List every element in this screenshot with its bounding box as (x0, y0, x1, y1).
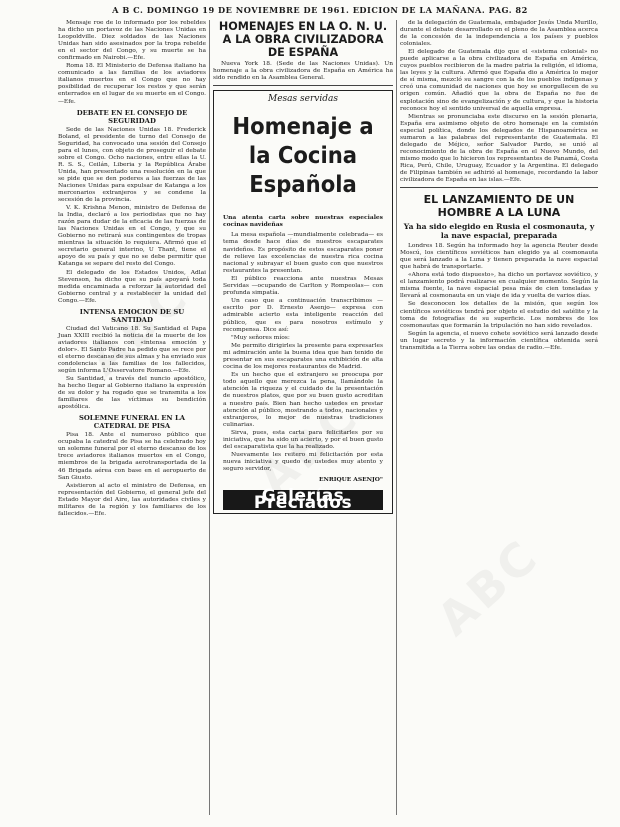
divider (400, 187, 598, 188)
watermark (427, 528, 550, 646)
article-subheadline: Ya ha sido elegido en Rusia el cosmonauta, y la nave espacial, preparada (403, 222, 595, 241)
ad-paragraph: Es un hecho que el extranjero se preocupa por todo aquello que merezca la pena, llamándole la atención la riqueza y el cuidado de la presentación de nuestros platos, que por su buen gusto acreditan a nuestro país. Bien han hecho ustedes en prestar atención al público, mostrando a todos, nacionales y extranjeros, lo mejor de nuestras tradiciones culinarias. (223, 372, 383, 428)
page-header: A B C. DOMINGO 19 DE NOVIEMBRE DE 1961. EDICION DE LA MAÑANA. PAG. 82 (112, 5, 528, 15)
paragraph: Mensaje roe de lo informado por los rebeldes ha dicho un portavoz de las Naciones Unidas en Leopoldville. Diez soldados de las Naciones Unidas han sido asesinados por la tropa rebelde en el sector del Congo, y su muerte se ha confirmado en Nairobi.—Efe. (58, 20, 206, 62)
paragraph: Su Santidad, a través del nuncio apostólico, ha hecho llegar al Gobierno italiano la expresión de su dolor y ha rogado que se transmita a los familiares de las víctimas su bendición apostólica. (58, 376, 206, 411)
divider (213, 85, 393, 86)
advertisement-box (213, 90, 393, 513)
ad-lead: Una atenta carta sobre nuestras especiales cocinas navideñas (223, 214, 383, 229)
paragraph: Se desconocen los detalles de la misión, que según los científicos soviéticos tendrá por objeto el estudio del satélite y la toma de fotografías de su superficie. Los nombres de los cosmonautas que formarán la tripulación no han sido revelados. (400, 301, 598, 329)
ad-quote-open: "Muy señores míos: (231, 334, 290, 341)
paragraph: Londres 18. Según ha informado hoy la agencia Reuter desde Moscú, los científicos soviéticos han elegido ya al cosmonauta que será lanzado a la Luna y tienen preparada la nave espacial que habrá de transportarle. (400, 243, 598, 271)
column-left (58, 20, 206, 519)
paragraph: V. K. Krishna Menon, ministro de Defensa de la India, declaró a los periodistas que no hay razón para dudar de la eficacia de las fuerzas de las Naciones Unidas en el Congo, y que su Gobierno no retirará sus contingentes de tropas mientras la situación lo requiera. Afirmó que el secretario general interino, U Thant, tiene el apoyo de su país y que no se debe permitir que Katanga se separe del resto del Congo. (58, 205, 206, 268)
paragraph: «Ahora está todo dispuesto», ha dicho un portavoz soviético, y el lanzamiento podrá realizarse en cualquier momento. Según la misma fuente, la nave espacial pesa más de cien toneladas y llevará al cosmonauta en un viaje de ida y vuelta de varios días. (400, 272, 598, 300)
ad-paragraph: Un caso que a continuación transcribimos —escrito por D. Ernesto Asenjo— expresa con admirable acierto esta inteligente reacción del público, que es para nosotros estímulo y recompensa. Dice así: (223, 298, 383, 333)
section-heading: DEBATE EN EL CONSEJO DE SEGURIDAD (76, 108, 188, 125)
paragraph: Asistieron al acto el ministro de Defensa, en representación del Gobierno, el general jefe del Estado Mayor del Aire, las autoridades civiles y militares de la región y los familiares de los fallecidos.—Efe. (58, 482, 206, 517)
column-divider (209, 20, 210, 815)
ad-paragraph: Me permito dirigirles la presente para expresarles mi admiración ante la buena idea que han tenido de presentar en sus escaparates una exhibición de alta cocina de los mejores restaurantes de Madrid. (223, 342, 383, 371)
ad-paragraph: El público reacciona ante nuestras Mesas Servidas —ocupando de Carlton y Rompeolas— con profunda simpatía. (223, 275, 383, 297)
paragraph: Pisa 18. Ante el numeroso público que ocupaba la catedral de Pisa se ha celebrado hoy un solemne funeral por el eterno descanso de los trece aviadores italianos muertos en el Congo, miembros de la brigada aerotransportada de la 46 Brigada aérea con base en el aeropuerto de San Giusto. (58, 432, 206, 481)
article-headline: EL LANZAMIENTO DE UN HOMBRE A LA LUNA (423, 193, 575, 220)
ad-paragraph: La mesa española —mundialmente celebrada— es tema desde hace días de nuestros escaparates navideños. Es propósito de estos escaparates poner de relieve las excelencias de nuestra rica cocina nacional y subrayar el buen gusto con que nuestros restaurantes la presentan. (223, 232, 383, 274)
paragraph: Ciudad del Vaticano 18. Su Santidad el Papa Juan XXIII recibió la noticia de la muerte de los aviadores italianos con «intensa emoción y dolor». El Santo Padre ha pedido que se rece por el eterno descanso de sus almas y ha enviado sus condolencias a las familias de los fallecidos, según informa L'Osservatore Romano.—Efe. (58, 325, 206, 375)
article-headline: HOMENAJES EN LA O. N. U. A LA OBRA CIVILIZADORA DE ESPAÑA (218, 20, 388, 59)
column-right (400, 20, 598, 353)
ad-paragraph: Sirva, pues, esta carta para felicitarles por su iniciativa, que ha sido un acierto, y por el buen gusto del escaparatista que la ha realizado. (223, 429, 383, 451)
ad-signature: ENRIQUE ASENJO" (318, 476, 383, 484)
paragraph: El delegado de Guatemala dijo que el «sistema colonial» no puede aplicarse a la obra civilizadora de España en América, cuyos pueblos recibieron de la madre patria la religión, el idioma, las leyes y la cultura. Afirmó que España dio a América lo mejor de sí misma, mezcló su sangre con la de los pueblos indígenas y creó una comunidad de naciones que hoy se enorgullecen de su origen común. Añadió que la obra de España no fue de explotación sino de evangelización y de cultura, y que la historia reconoce hoy el sentido universal de aquella empresa. (400, 49, 598, 112)
brand-logo: Galerías Preciados (223, 490, 383, 510)
section-heading: SOLEMNE FUNERAL EN LA CATEDRAL DE PISA (78, 414, 186, 431)
ad-paragraph: Nuevamente les reitero mi felicitación por esta nueva iniciativa y quedo de ustedes muy atento y seguro servidor, (223, 452, 383, 473)
paragraph: Nueva York 18. (Sede de las Naciones Unidas). Un homenaje a la obra civilizadora de España en América ha sido rendido en la Asamblea General. (213, 61, 393, 82)
paragraph: Roma 18. El Ministerio de Defensa italiano ha comunicado a las familias de los aviadores italianos muertos en el Congo que no hay posibilidad de recuperar los restos y que serán enterrados en el lugar de su muerte en el Congo.—Efe. (58, 63, 206, 105)
paragraph: de la delegación de Guatemala, embajador Jesús Unda Murillo, durante el debate desarrollado en el pleno de la Asamblea acerca de la concesión de la independencia a los países y pueblos coloniales. (400, 20, 598, 48)
column-center (213, 20, 393, 514)
paragraph: Según la agencia, el nuevo cohete soviético será lanzado desde un lugar secreto y la información científica obtenida será transmitida a la Tierra sobre las ondas de radio.—Efe. (400, 330, 598, 351)
column-divider (396, 20, 397, 815)
section-heading: INTENSA EMOCION DE SU SANTIDAD (79, 307, 185, 324)
paragraph: El delegado de los Estados Unidos, Adlai Stevenson, ha dicho que su país apoyará toda medida encaminada a reforzar la autoridad del Gobierno central y a restablecer la unidad del Congo.—Efe. (58, 269, 206, 304)
ad-subtitle: Mesas servidas (268, 94, 338, 105)
ad-title: Homenaje a la Cocina Española (232, 114, 374, 199)
paragraph: Sede de las Naciones Unidas 18. Frederick Boland, el presidente de turno del Consejo de Seguridad, ha convocado una sesión del Consejo para el lunes, con objeto de proseguir el debate sobre el Congo. Ocho naciones, entre ellas la U. R. S. S., Ceilán, Liberia y la República Árabe Unida, han presentado una resolución en la que se pide que se den poderes a las fuerzas de las Naciones Unidas para expulsar de Katanga a los mercenarios extranjeros y se condene la secesión de la provincia. (58, 126, 206, 204)
paragraph: Mientras se pronunciaba este discurso en la sesión plenaria, España era asimismo objeto de otro homenaje en la comisión especial política, donde los delegados de Hispanoamérica se sumaron a las palabras del representante de Guatemala. El delegado de Méjico, señor Salvador Pardo, se unió al reconocimiento de la obra de España en el Nuevo Mundo, del mismo modo que lo hicieron los representantes de Panamá, Costa Rica, Perú, Chile, Uruguay, Ecuador y la Argentina. El delegado de Filipinas también se adhirió al homenaje, recordando la labor civilizadora de España en las islas.—Efe. (400, 113, 598, 184)
